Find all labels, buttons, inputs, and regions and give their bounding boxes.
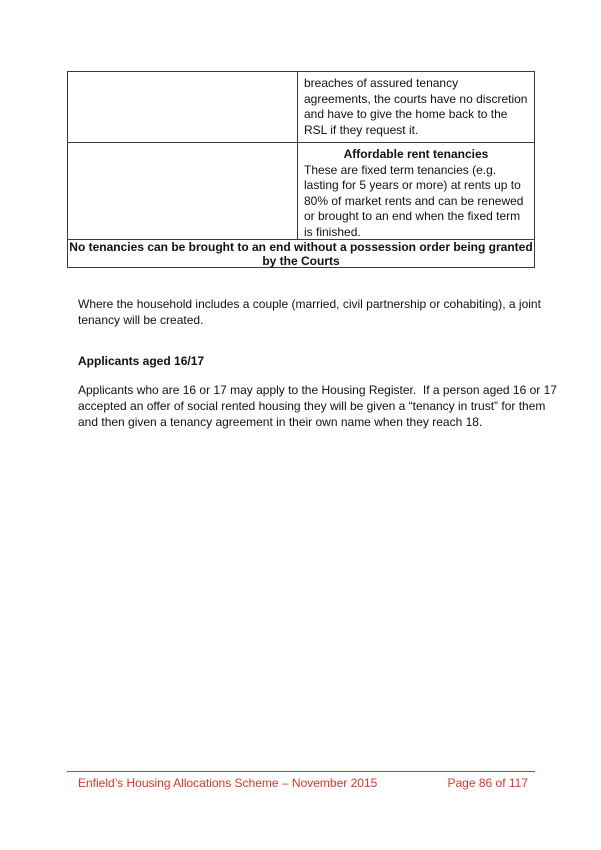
paragraph-applicants-16-17: Applicants who are 16 or 17 may apply to the Housing Register. If a person aged 16 or 17 accepted an offer of social rented housing they will be given a “tenancy in trust” for them and then given a tenancy agreement in their own name when they reach 18.	[78, 383, 561, 429]
tenancy-table	[67, 71, 535, 268]
affordable-rent-heading: Affordable rent tenancies	[343, 147, 489, 161]
section-heading-applicants-16-17: Applicants aged 16/17	[78, 354, 205, 368]
footer-document-title: Enfield’s Housing Allocations Scheme – November 2015	[78, 776, 378, 790]
page-footer	[78, 776, 528, 790]
possession-order-note: No tenancies can be brought to an end without a possession order being granted by the Courts	[69, 240, 533, 268]
table-cell-left-empty	[68, 143, 298, 239]
table-row	[68, 72, 534, 142]
table-row	[68, 239, 534, 267]
table-cell-assured-tenancy-text: breaches of assured tenancy agreements, the courts have no discretion and have to give the home back to the RSL if they request it.	[304, 76, 528, 137]
paragraph-joint-tenancy: Where the household includes a couple (married, civil partnership or cohabiting), a joint tenancy will be created.	[78, 297, 545, 327]
table-cell-affordable-rent	[298, 143, 534, 239]
footer-page-number: Page 86 of 117	[447, 776, 528, 790]
footer-rule	[67, 771, 535, 772]
table-cell-left-empty	[68, 72, 298, 142]
affordable-rent-text: These are fixed term tenancies (e.g. lasting for 5 years or more) at rents up to 80% of market rents and can be renewed or brought to an end when the fixed term is finished.	[304, 162, 524, 239]
table-row	[68, 142, 534, 239]
